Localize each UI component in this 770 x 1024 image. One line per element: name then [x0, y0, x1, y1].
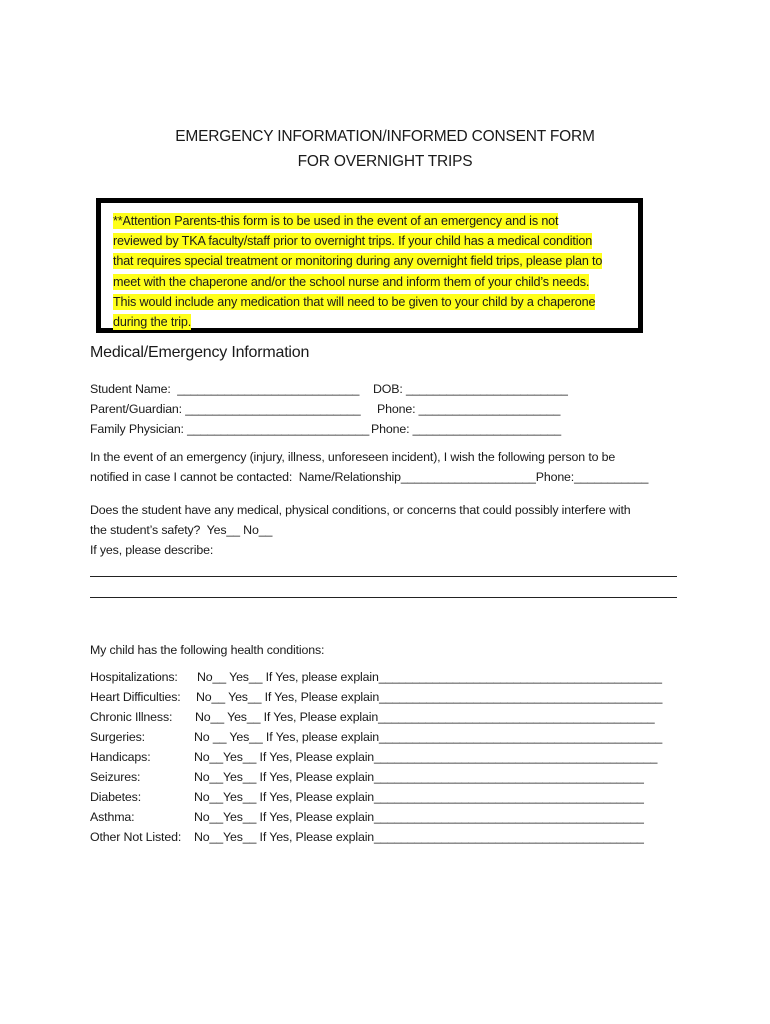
- parent-notice-box: [96, 198, 643, 333]
- condition-label: Seizures:: [90, 770, 141, 784]
- condition-answer-field[interactable]: No__ Yes__ If Yes, please explain__________________________________________: [197, 670, 662, 684]
- form-title-line-1: EMERGENCY INFORMATION/INFORMED CONSENT FORM: [175, 128, 595, 145]
- condition-label: Handicaps:: [90, 750, 151, 764]
- section-heading-medical: Medical/Emergency Information: [90, 344, 310, 361]
- condition-label: Heart Difficulties:: [90, 690, 181, 704]
- emergency-contact-field[interactable]: notified in case I cannot be contacted: Name/Relationship____________________Phone:___________: [90, 470, 649, 484]
- notice-line: that requires special treatment or monitoring during any overnight field trips, please plan to: [113, 254, 603, 269]
- condition-label: Chronic Illness:: [90, 710, 173, 724]
- condition-answer-field[interactable]: No__ Yes__ If Yes, Please explain__________________________________________: [196, 690, 663, 704]
- emergency-contact-text: In the event of an emergency (injury, illness, unforeseen incident), I wish the following person to be: [90, 450, 616, 464]
- describe-prompt: If yes, please describe:: [90, 543, 214, 557]
- parent-notice-text: [113, 211, 623, 332]
- safety-yes-no-field[interactable]: the student’s safety? Yes__ No__: [90, 523, 273, 537]
- notice-line: during the trip.: [113, 315, 192, 330]
- condition-answer-field[interactable]: No__Yes__ If Yes, Please explain________________________________________: [194, 830, 644, 844]
- conditions-question-text: Does the student have any medical, physical conditions, or concerns that could possibly interfere with: [90, 503, 631, 517]
- parent-phone-field[interactable]: Phone: _____________________: [377, 402, 561, 416]
- condition-label: Surgeries:: [90, 730, 145, 744]
- dob-field[interactable]: DOB: ________________________: [373, 382, 568, 396]
- family-physician-field[interactable]: Family Physician: ___________________________: [90, 422, 370, 436]
- describe-answer-line-2[interactable]: [90, 597, 677, 598]
- student-name-field[interactable]: Student Name: ___________________________: [90, 382, 360, 396]
- notice-line: This would include any medication that will need to be given to your child by a chaperone: [113, 294, 596, 309]
- form-title-line-2: FOR OVERNIGHT TRIPS: [297, 153, 473, 170]
- describe-answer-line-1[interactable]: [90, 576, 677, 577]
- condition-answer-field[interactable]: No__ Yes__ If Yes, Please explain_________________________________________: [195, 710, 655, 724]
- condition-answer-field[interactable]: No__Yes__ If Yes, Please explain__________________________________________: [194, 750, 658, 764]
- condition-answer-field[interactable]: No__Yes__ If Yes, Please explain________________________________________: [194, 790, 644, 804]
- health-conditions-intro: My child has the following health conditions:: [90, 643, 325, 657]
- condition-answer-field[interactable]: No__Yes__ If Yes, Please explain________________________________________: [194, 810, 644, 824]
- notice-line: **Attention Parents-this form is to be used in the event of an emergency and is not: [113, 214, 559, 228]
- notice-line: reviewed by TKA faculty/staff prior to overnight trips. If your child has a medical condition: [113, 234, 593, 249]
- notice-line: meet with the chaperone and/or the school nurse and inform them of your child’s needs.: [113, 274, 590, 289]
- condition-label: Asthma:: [90, 810, 135, 824]
- condition-label: Hospitalizations:: [90, 670, 178, 684]
- physician-phone-field[interactable]: Phone: ______________________: [371, 422, 561, 436]
- parent-guardian-field[interactable]: Parent/Guardian: __________________________: [90, 402, 361, 416]
- condition-label: Diabetes:: [90, 790, 141, 804]
- condition-label: Other Not Listed:: [90, 830, 182, 844]
- condition-answer-field[interactable]: No __ Yes__ If Yes, please explain__________________________________________: [194, 730, 663, 744]
- condition-answer-field[interactable]: No__Yes__ If Yes, Please explain________________________________________: [194, 770, 644, 784]
